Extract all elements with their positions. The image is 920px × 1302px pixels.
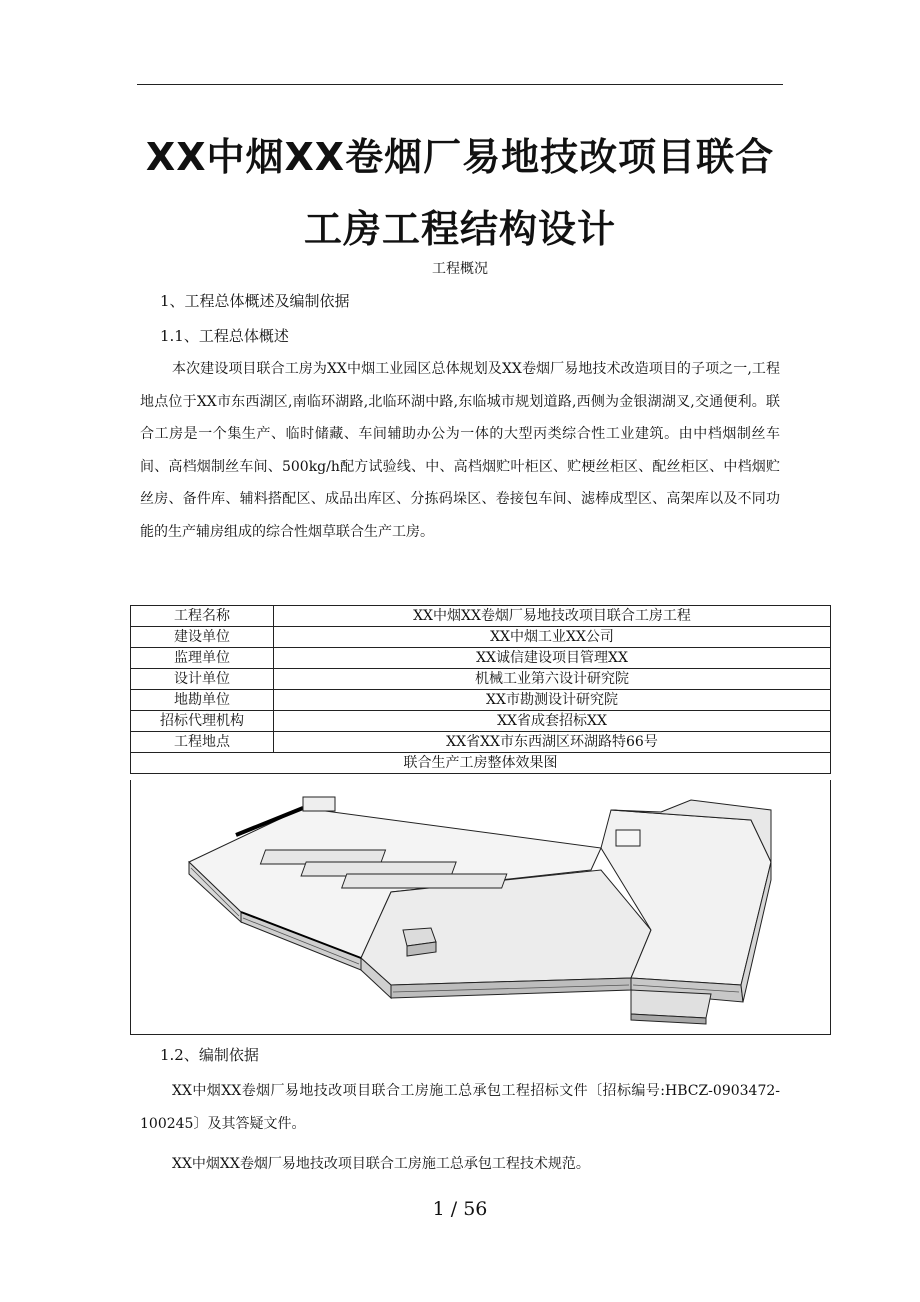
figure-caption: 联合生产工房整体效果图 (131, 753, 831, 774)
table-row (131, 648, 831, 669)
row-label: 监理单位 (131, 648, 274, 669)
table-row (131, 606, 831, 627)
project-info-table (130, 605, 831, 774)
section-subtitle: 工程概况 (432, 261, 488, 277)
section-1-1-paragraph: 本次建设项目联合工房为XX中烟工业园区总体规划及XX卷烟厂易地技术改造项目的子项之一,工程地点位于XX市东西湖区,南临环湖路,北临环湖中路,东临城市规划道路,西侧为金银湖湖叉,交通便利。联合工房是一个集生产、临时储藏、车间辅助办公为一体的大型丙类综合性工业建筑。由中档烟制丝车间、高档烟制丝车间、500kg/h配方试验线、中、高档烟贮叶柜区、贮梗丝柜区、配丝柜区、中档烟贮丝房、备件库、辅料搭配区、成品出库区、分拣码垛区、卷接包车间、滤棒成型区、高架库以及不同功能的生产辅房组成的综合性烟草联合生产工房。 (140, 361, 780, 540)
section-1-1-heading: 1.1、工程总体概述 (160, 327, 289, 345)
row-label: 设计单位 (131, 669, 274, 690)
table-row (131, 669, 831, 690)
row-label: 招标代理机构 (131, 711, 274, 732)
factory-rendering-cell (130, 780, 831, 1035)
section-1-2-paragraph-2: XX中烟XX卷烟厂易地技改项目联合工房施工总承包工程技术规范。 (172, 1156, 590, 1172)
table-row (131, 711, 831, 732)
row-label: 建设单位 (131, 627, 274, 648)
row-value: XX市勘测设计研究院 (274, 690, 831, 711)
row-value: XX省XX市东西湖区环湖路特66号 (274, 732, 831, 753)
table-row (131, 732, 831, 753)
document-title-line-2: 工房工程结构设计 (303, 207, 616, 251)
row-value: XX中烟XX卷烟厂易地技改项目联合工房工程 (274, 606, 831, 627)
row-label: 工程地点 (131, 732, 274, 753)
header-rule (137, 84, 783, 85)
page-number: 1 / 56 (432, 1198, 488, 1220)
table-row (131, 753, 831, 774)
section-1-2-heading: 1.2、编制依据 (160, 1046, 259, 1064)
row-value: XX中烟工业XX公司 (274, 627, 831, 648)
factory-rendering-image (131, 780, 830, 1034)
table-row (131, 627, 831, 648)
row-value: 机械工业第六设计研究院 (274, 669, 831, 690)
table-row (131, 690, 831, 711)
row-label: 工程名称 (131, 606, 274, 627)
row-label: 地勘单位 (131, 690, 274, 711)
section-1-heading: 1、工程总体概述及编制依据 (160, 292, 350, 310)
document-title-line-1: XX中烟XX卷烟厂易地技改项目联合 (145, 135, 775, 179)
row-value: XX省成套招标XX (274, 711, 831, 732)
section-1-2-paragraph-1: XX中烟XX卷烟厂易地技改项目联合工房施工总承包工程招标文件〔招标编号:HBCZ-0903472-100245〕及其答疑文件。 (140, 1083, 780, 1132)
row-value: XX诚信建设项目管理XX (274, 648, 831, 669)
